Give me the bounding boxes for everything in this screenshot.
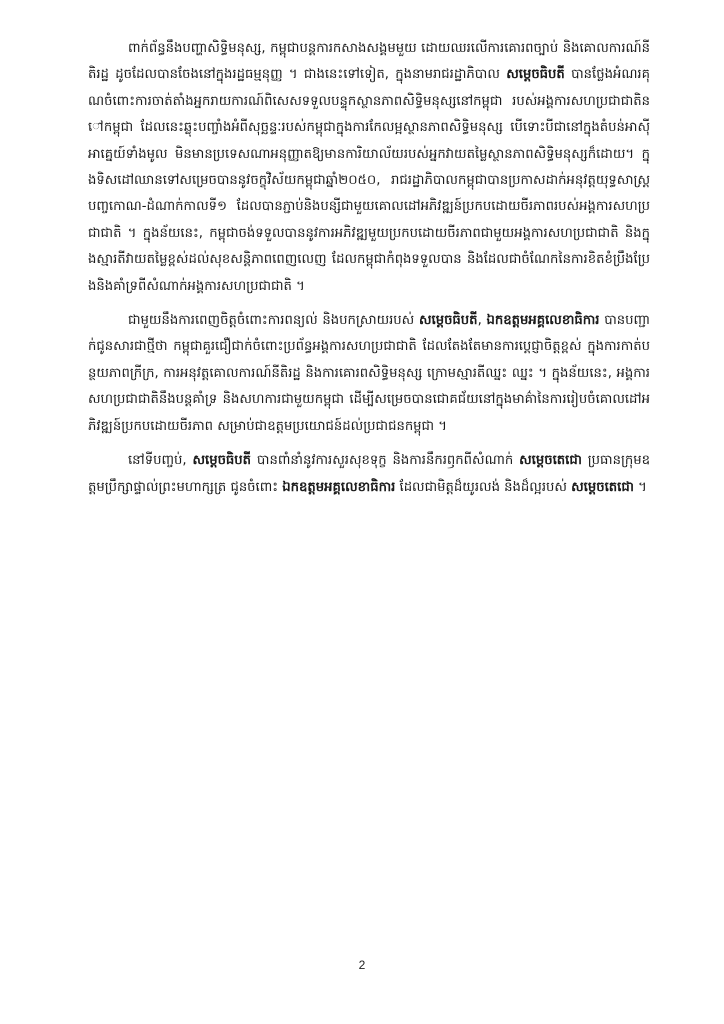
text-run: ដែលជាមិត្តដ៏យូរលង់ និងដ៏ល្អរបស់ [395,479,572,495]
bold-name: ឯកឧត្តមអគ្គលេខាធិការ [486,313,600,329]
text-run: នៅទីបញ្ចប់, [128,453,193,469]
page-number: 2 [358,958,366,972]
text-run: បានពាំនាំនូវការសួរសុខទុក្ខ និងការនឹករឭកពីសំណាក់ [251,453,520,469]
text-run: ជាមួយនឹងការពេញចិត្តចំពោះការពន្យល់ និងបកស្រាយរបស់ [128,313,419,329]
body-paragraph-3 [88,448,650,501]
text-run: ពាក់ព័ន្ធនឹងបញ្ហាសិទ្ធិមនុស្ស, កម្ពុជាបន្តការកសាងសង្គមមួយ ដោយឈរលើការគោរពច្បាប់ និងគោលការណ៍នីតិរដ្ឋ ដូចដែលបានចែងនៅក្នុងរដ្ឋធម្មនុញ្ញ ។ ជាងនេះទៅទៀត, ក្នុងនាមរាជរដ្ឋាភិបាល [88,41,650,83]
body-paragraph-1 [88,36,650,300]
text-run: ។ [633,479,647,495]
bold-name: សម្តេចតេជោ [519,453,582,469]
bold-name: ឯកឧត្តមអគ្គលេខាធិការ [282,479,396,495]
bold-name: សម្តេចធិបតី [192,453,252,469]
bold-name: សម្តេចធិបតី [506,67,565,83]
text-run: បានបញ្ជាក់ជូនសារជាថ្មីថា កម្ពុជាគួរជឿជាក់ចំពោះប្រព័ន្ធអង្គការសហប្រជាជាតិ ដែលតែងតែមានការប្តេជ្ញាចិត្តខ្ពស់ ក្នុងការកាត់បន្ថយភាពក្រីក្រ, ការអនុវត្តគោលការណ៍នីតិរដ្ឋ និងការគោរពសិទ្ធិមនុស្ស ក្រោមស្មារតីឈ្នះ ឈ្នះ ។ ក្នុងន័យនេះ, អង្គការសហប្រជាជាតិនឹងបន្តគាំទ្រ និងសហការជាមួយកម្ពុជា ដើម្បីសម្រេចបានជោគជ័យនៅក្នុងមាគ៌ានៃការរៀបចំគោលដៅអភិវឌ្ឍន៍ប្រកបដោយចីរភាព សម្រាប់ជាឧត្តមប្រយោជន៍ដល់ប្រជាជនកម្ពុជា ។ [88,313,650,434]
text-run: ប្រធានក្រុមឧត្តមប្រឹក្សាផ្ទាល់ព្រះមហាក្សត្រ ជូនចំពោះ [88,453,651,495]
text-run: , [477,313,487,329]
text-run: បានថ្លែងអំណរគុណចំពោះការចាត់តាំងអ្នករាយការណ៍ពិសេសទទួលបន្ទុកស្ថានភាពសិទ្ធិមនុស្សនៅកម្ពុជា របស់អង្គការសហប្រជាជាតិនៅកម្ពុជា ដែលនេះឆ្លុះបញ្ចាំងអំពីសុច្ឆន្ទៈរបស់កម្ពុជាក្នុងការកែលម្អស្ថានភាពសិទ្ធិមនុស្ស បើទោះបីជានៅក្នុងតំបន់អាស៊ីអាគ្នេយ៍ទាំងមូល មិនមានប្រទេសណាអនុញ្ញាតឱ្យមានការិយាល័យរបស់អ្នកវាយតម្លៃស្ថានភាពសិទ្ធិមនុស្សក៏ដោយ។ ក្នុងទិសដៅឈានទៅសម្រេចបាននូវចក្ខុវិស័យកម្ពុជាឆ្នាំ២០៥០, រាជរដ្ឋាភិបាលកម្ពុជាបានប្រកាសដាក់អនុវត្តយុទ្ធសាស្ត្របញ្ចកោណ-ដំណាក់កាលទី១ ដែលបានភ្ជាប់និងបន្សីជាមួយគោលដៅអភិវឌ្ឍន៍ប្រកបដោយចីរភាពរបស់អង្គការសហប្រជាជាតិ ។ ក្នុងន័យនេះ, កម្ពុជាចង់ទទួលបាននូវការអភិវឌ្ឍមួយប្រកបដោយចីរភាពជាមួយអង្គការសហប្រជាជាតិ និងក្នុងស្មារតីវាយតម្លៃខ្ពស់ដល់សុខសន្តិភាពពេញលេញ ដែលកម្ពុជាកំពុងទទួលបាន និងដែលជាចំណែកនៃការខិតខំប្រឹងប្រែងនិងគាំទ្រពីសំណាក់អង្គការសហប្រជាជាតិ ។ [88,67,650,294]
document-body [88,36,650,509]
body-paragraph-2 [88,308,650,440]
bold-name: សម្តេចធិបតី [418,313,478,329]
bold-name: សម្តេចតេជោ [571,479,634,495]
